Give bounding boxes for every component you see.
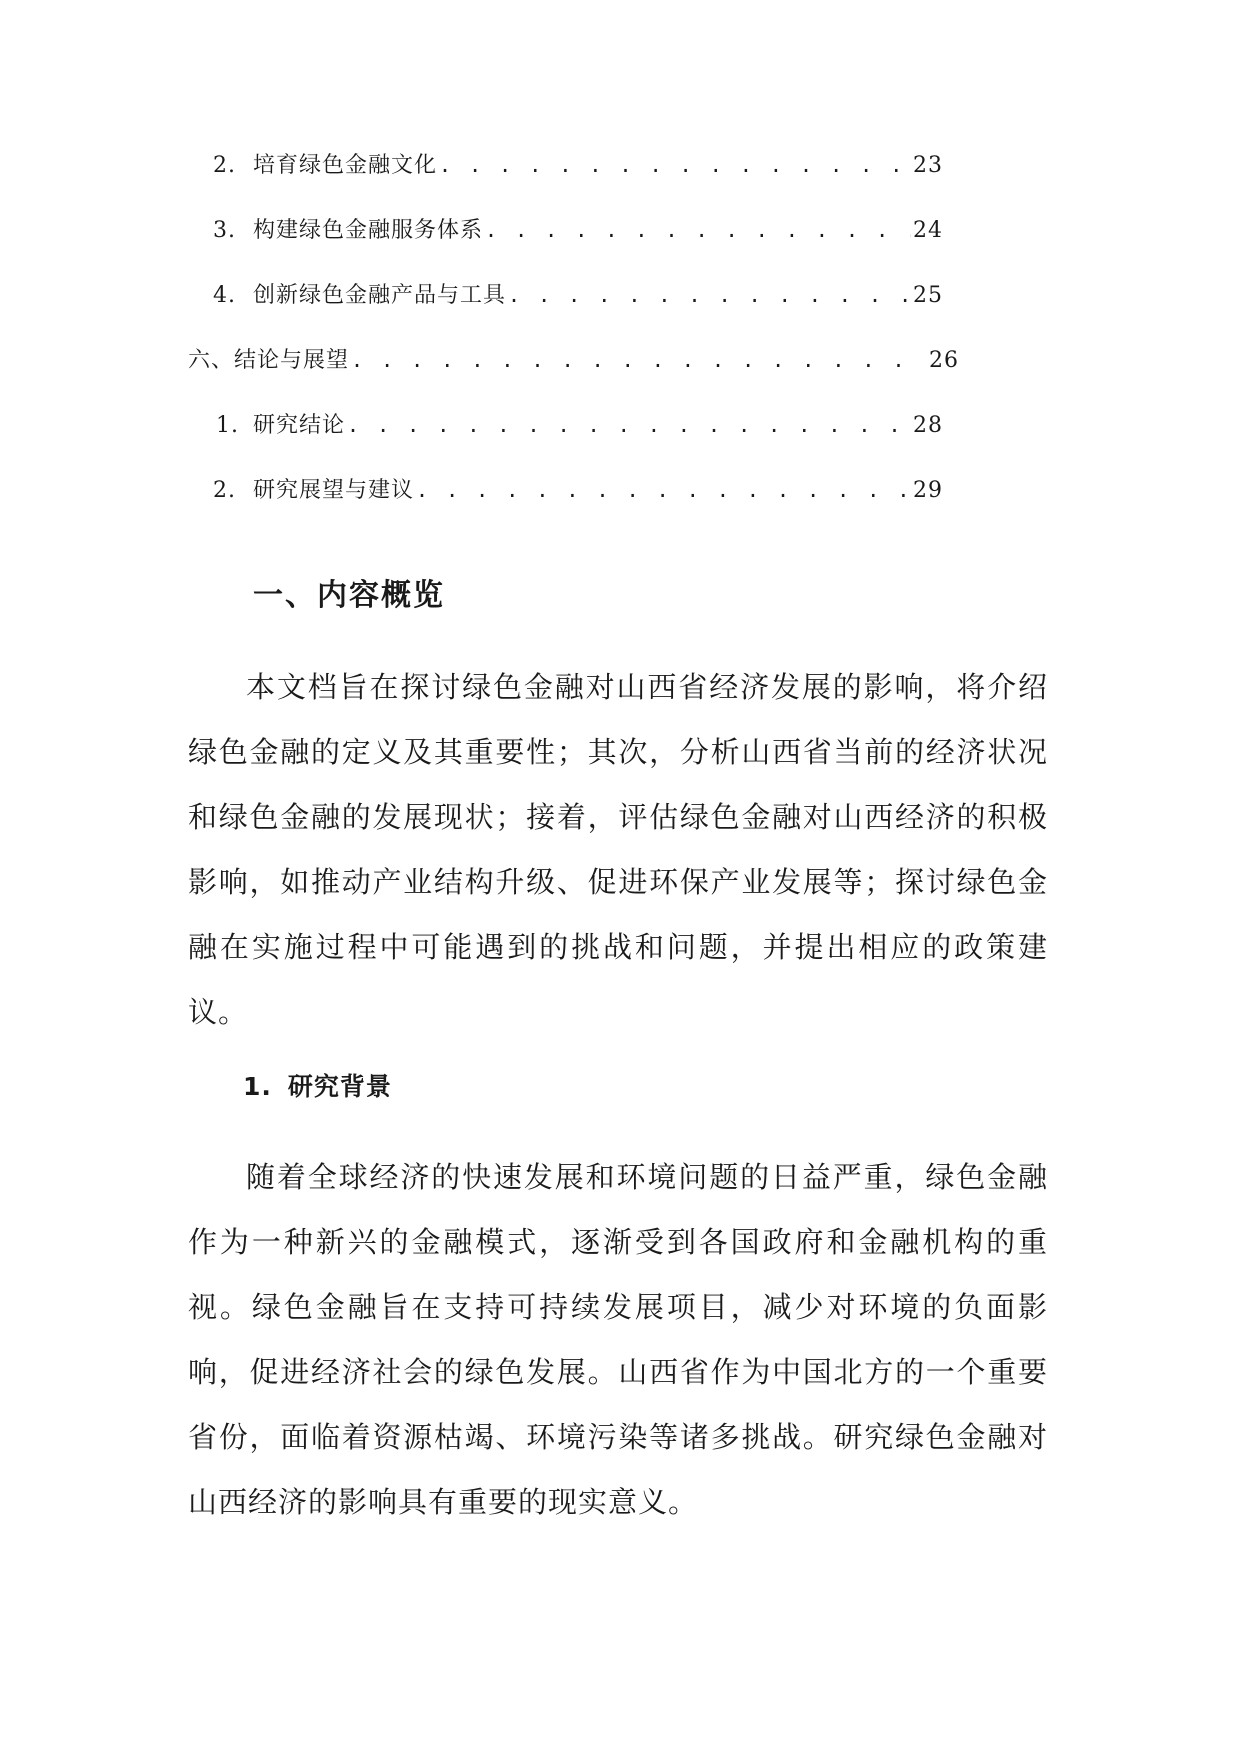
toc-entry-label: 培育绿色金融文化 [253, 153, 438, 178]
toc-leader-dots [439, 153, 911, 177]
toc-leader-dots [508, 283, 911, 307]
toc-entry-page: 28 [913, 413, 943, 438]
toc-entry[interactable] [188, 343, 959, 383]
toc-entry-page: 24 [913, 218, 943, 243]
toc-entry-page: 23 [913, 153, 943, 178]
section-heading: 一、内容概览 [253, 578, 445, 613]
toc-entry-number: 2. [213, 153, 236, 178]
toc-entry[interactable] [213, 278, 943, 318]
toc-leader-dots [485, 218, 911, 242]
toc-entry-number: 3. [213, 218, 236, 243]
toc-entry[interactable] [213, 148, 943, 188]
toc-entry-label: 创新绿色金融产品与工具 [253, 283, 507, 308]
toc-leader-dots [347, 413, 911, 437]
toc-entry-label: 六、结论与展望 [188, 348, 350, 373]
toc-entry-number: 1. [216, 413, 239, 438]
subsection-title: 研究背景 [287, 1072, 392, 1101]
toc-leader-dots [351, 348, 927, 372]
toc-entry[interactable] [213, 213, 943, 253]
toc-entry-label: 研究结论 [253, 413, 346, 438]
toc-leader-dots [416, 478, 911, 502]
toc-entry-page: 25 [913, 283, 943, 308]
toc-entry-label: 构建绿色金融服务体系 [253, 218, 484, 243]
toc-entry-number: 2. [213, 478, 236, 503]
toc-entry-number: 4. [213, 283, 236, 308]
subsection-heading [243, 1067, 392, 1103]
section-paragraph: 本文档旨在探讨绿色金融对山西省经济发展的影响，将介绍绿色金融的定义及其重要性；其次，分析山西省当前的经济状况和绿色金融的发展现状；接着，评估绿色金融对山西经济的积极影响，如推动产业结构升级、促进环保产业发展等；探讨绿色金融在实施过程中可能遇到的挑战和问题，并提出相应的政策建议。 [188, 670, 1048, 1029]
toc-entry[interactable] [213, 473, 943, 513]
toc-entry-page: 26 [929, 348, 959, 373]
subsection-paragraph: 随着全球经济的快速发展和环境问题的日益严重，绿色金融作为一种新兴的金融模式，逐渐受到各国政府和金融机构的重视。绿色金融旨在支持可持续发展项目，减少对环境的负面影响，促进经济社会的绿色发展。山西省作为中国北方的一个重要省份，面临着资源枯竭、环境污染等诸多挑战。研究绿色金融对山西经济的影响具有重要的现实意义。 [188, 1160, 1048, 1519]
toc-entry-label: 研究展望与建议 [253, 478, 415, 503]
toc-entry-page: 29 [913, 478, 943, 503]
subsection-number: 1. [243, 1072, 272, 1101]
toc-entry[interactable] [216, 408, 943, 448]
